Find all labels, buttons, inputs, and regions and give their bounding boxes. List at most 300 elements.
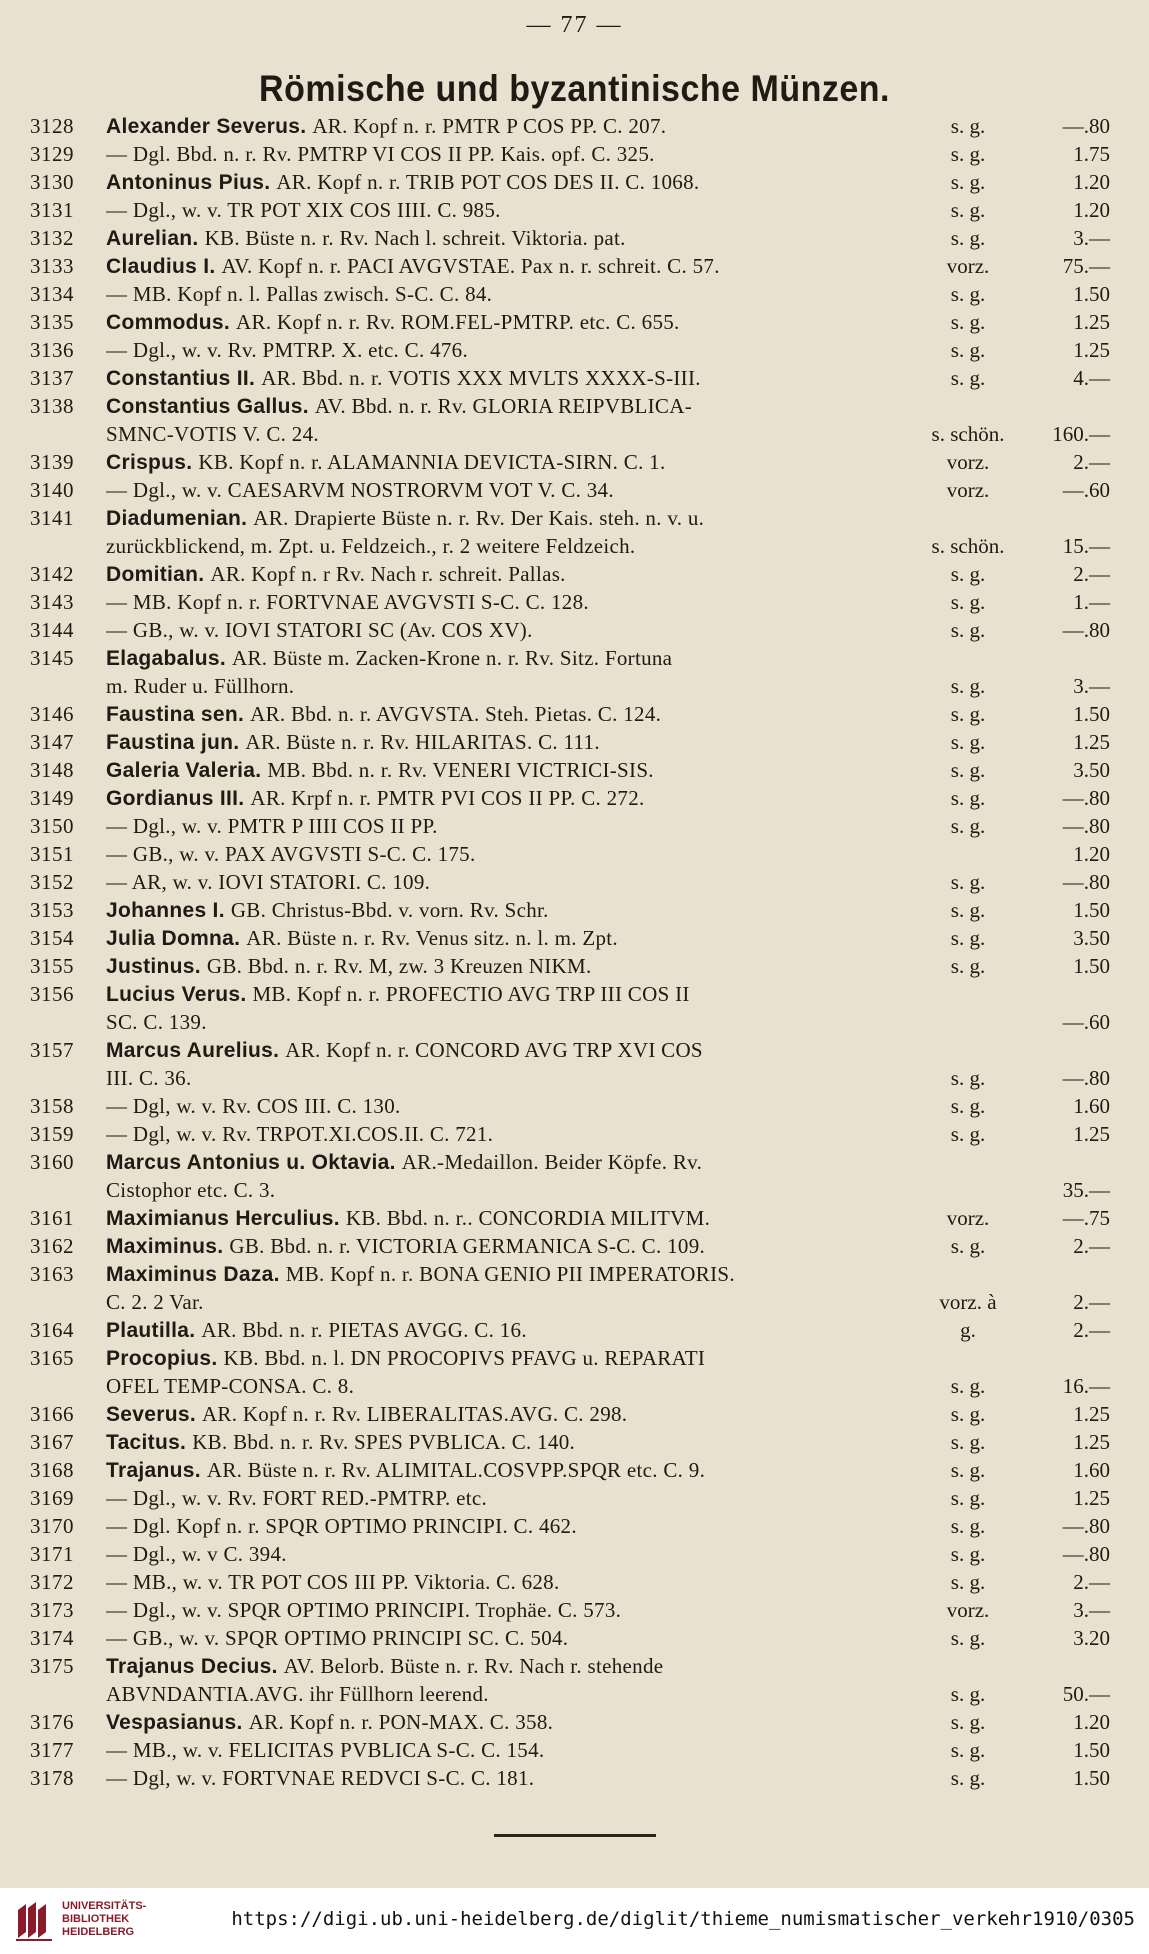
catalog-entry-line	[0, 728, 1149, 756]
price-value: 1.25	[1073, 1486, 1110, 1510]
entry-number: 3155	[30, 954, 74, 978]
catalog-entry-line	[0, 644, 1149, 672]
price-value: 15.—	[1062, 534, 1110, 558]
coin-description: AV. Kopf n. r. PACI AVGVSTAE. Pax n. r. schreit. C. 57.	[221, 254, 720, 278]
condition-grade: s. g.	[950, 618, 986, 642]
coin-description: — Dgl., w. v. SPQR OPTIMO PRINCIPI. Trophäe. C. 573.	[106, 1598, 622, 1622]
price-value: 1.50	[1073, 954, 1110, 978]
catalog-entry-line	[0, 672, 1149, 700]
catalog-entry-line	[0, 476, 1149, 504]
ruler-name: Galeria Valeria.	[106, 759, 262, 782]
coin-description: Cistophor etc. C. 3.	[106, 1178, 276, 1202]
condition-grade: s. g.	[950, 1570, 986, 1594]
ruler-name: Trajanus.	[106, 1459, 201, 1482]
entry-number: 3152	[30, 870, 74, 894]
coin-description: — Dgl. Kopf n. r. SPQR OPTIMO PRINCIPI. C. 462.	[106, 1514, 577, 1538]
entry-number: 3136	[30, 338, 74, 362]
ruler-name: Justinus.	[106, 955, 201, 978]
coin-description: AR. Kopf n. r. TRIB POT COS DES II. C. 1068.	[276, 170, 700, 194]
entry-number: 3156	[30, 982, 74, 1006]
catalog-entry-line	[0, 448, 1149, 476]
entry-number: 3145	[30, 646, 74, 670]
entry-description	[106, 1344, 956, 1373]
entry-number: 3150	[30, 814, 74, 838]
entry-number: 3157	[30, 1038, 74, 1062]
coin-description: III. C. 36.	[106, 1066, 192, 1090]
price-value: —.80	[1062, 1514, 1110, 1538]
entry-description	[106, 644, 956, 673]
entry-description	[106, 1708, 956, 1737]
condition-grade: s. g.	[950, 1682, 986, 1706]
coin-description: AR. Büste m. Zacken-Krone n. r. Rv. Sitz. Fortuna	[232, 646, 673, 670]
catalog-entry-line	[0, 840, 1149, 868]
entry-description	[106, 672, 956, 700]
entry-description	[106, 1232, 956, 1261]
coin-description: AR. Büste n. r. Rv. ALIMITAL.COSVPP.SPQR etc. C. 9.	[206, 1458, 706, 1482]
coin-description: KB. Bbd. n. r.. CONCORDIA MILITVM.	[345, 1206, 711, 1230]
price-value: 1.50	[1073, 1766, 1110, 1790]
coin-description: — Dgl., w. v. Rv. PMTRP. X. etc. C. 476.	[106, 338, 469, 362]
coin-description: AR. Kopf n. r. PON-MAX. C. 358.	[248, 1710, 554, 1734]
catalog-entry-line	[0, 1036, 1149, 1064]
entry-description	[106, 1176, 956, 1204]
entry-description	[106, 980, 956, 1009]
coin-description: AV. Belorb. Büste n. r. Rv. Nach r. stehende	[283, 1654, 664, 1678]
entry-description	[106, 224, 956, 253]
entry-description	[106, 420, 956, 448]
price-value: 2.—	[1073, 450, 1110, 474]
catalog-entry-line	[0, 336, 1149, 364]
condition-grade: s. g.	[950, 1486, 986, 1510]
coin-description: — MB., w. v. FELICITAS PVBLICA S-C. C. 154.	[106, 1738, 545, 1762]
condition-grade: s. g.	[950, 562, 986, 586]
entry-description	[106, 588, 956, 616]
entry-description	[106, 840, 956, 868]
entry-number: 3135	[30, 310, 74, 334]
entry-number: 3142	[30, 562, 74, 586]
price-value: 1.50	[1073, 282, 1110, 306]
entry-number: 3164	[30, 1318, 74, 1342]
catalog-entry-line	[0, 1764, 1149, 1792]
coin-description: AR. Krpf n. r. PMTR PVI COS II PP. C. 272.	[250, 786, 645, 810]
condition-grade: s. g.	[950, 1402, 986, 1426]
price-value: 160.—	[1052, 422, 1110, 446]
coin-description: — Dgl. Bbd. n. r. Rv. PMTRP VI COS II PP. Kais. opf. C. 325.	[106, 142, 655, 166]
catalog-entry-line	[0, 1736, 1149, 1764]
condition-grade: s. g.	[950, 1094, 986, 1118]
entry-description	[106, 1512, 956, 1540]
entry-description	[106, 1148, 956, 1177]
condition-grade: s. g.	[950, 870, 986, 894]
condition-grade: g.	[960, 1318, 976, 1342]
entry-number: 3128	[30, 114, 74, 138]
entry-description	[106, 196, 956, 224]
ruler-name: Marcus Aurelius.	[106, 1039, 280, 1062]
price-value: 50.—	[1062, 1682, 1110, 1706]
ruler-name: Elagabalus.	[106, 647, 227, 670]
catalog-entry-line	[0, 1344, 1149, 1372]
entry-description	[106, 616, 956, 644]
ruler-name: Vespasianus.	[106, 1711, 243, 1734]
catalog-entry-line	[0, 1512, 1149, 1540]
condition-grade: s. g.	[950, 170, 986, 194]
coin-description: GB. Christus-Bbd. v. vorn. Rv. Schr.	[230, 898, 549, 922]
entry-number: 3166	[30, 1402, 74, 1426]
condition-grade: vorz. à	[939, 1290, 997, 1314]
entry-number: 3146	[30, 702, 74, 726]
entry-number: 3139	[30, 450, 74, 474]
condition-grade: s. g.	[950, 142, 986, 166]
price-value: —.80	[1062, 618, 1110, 642]
entry-number: 3176	[30, 1710, 74, 1734]
coin-description: KB. Büste n. r. Rv. Nach l. schreit. Viktoria. pat.	[204, 226, 626, 250]
ruler-name: Plautilla.	[106, 1319, 196, 1342]
coin-description: — GB., w. v. IOVI STATORI SC (Av. COS XV).	[106, 618, 533, 642]
price-value: —.80	[1062, 814, 1110, 838]
entry-description	[106, 1736, 956, 1764]
catalog-entry-line	[0, 1260, 1149, 1288]
catalog-entry-line	[0, 532, 1149, 560]
condition-grade: s. g.	[950, 926, 986, 950]
catalog-entry-line	[0, 1484, 1149, 1512]
coin-description: MB. Kopf n. r. PROFECTIO AVG TRP III COS II	[252, 982, 690, 1006]
entry-number: 3131	[30, 198, 74, 222]
condition-grade: s. g.	[950, 226, 986, 250]
condition-grade: s. g.	[950, 198, 986, 222]
entry-number: 3138	[30, 394, 74, 418]
ruler-name: Maximinus.	[106, 1235, 224, 1258]
catalog-entry-line	[0, 560, 1149, 588]
entry-description	[106, 112, 956, 141]
entry-description	[106, 532, 956, 560]
entry-number: 3170	[30, 1514, 74, 1538]
condition-grade: s. g.	[950, 1738, 986, 1762]
ruler-name: Domitian.	[106, 563, 205, 586]
coin-description: AR. Kopf n. r. PMTR P COS PP. C. 207.	[312, 114, 667, 138]
entry-number: 3148	[30, 758, 74, 782]
condition-grade: vorz.	[946, 450, 990, 474]
ruler-name: Faustina sen.	[106, 703, 245, 726]
coin-description: MB. Kopf n. r. BONA GENIO PII IMPERATORIS.	[285, 1262, 735, 1286]
condition-grade: s. g.	[950, 814, 986, 838]
entry-number: 3134	[30, 282, 74, 306]
entry-description	[106, 364, 956, 393]
coin-description: — Dgl., w. v. CAESARVM NOSTRORVM VOT V. C. 34.	[106, 478, 614, 502]
price-value: 3.—	[1073, 226, 1110, 250]
entry-description	[106, 1316, 956, 1345]
price-value: 1.20	[1073, 170, 1110, 194]
entry-description	[106, 1288, 956, 1316]
catalog-entry-line	[0, 1624, 1149, 1652]
coin-description: AR. Kopf n. r Rv. Nach r. schreit. Pallas.	[210, 562, 566, 586]
entry-number: 3133	[30, 254, 74, 278]
coin-description: AR.-Medaillon. Beider Köpfe. Rv.	[401, 1150, 703, 1174]
catalog-entry-line	[0, 896, 1149, 924]
ruler-name: Constantius II.	[106, 367, 256, 390]
price-value: —.60	[1062, 478, 1110, 502]
coin-description: — Dgl, w. v. Rv. TRPOT.XI.COS.II. C. 721.	[106, 1122, 494, 1146]
entry-number: 3178	[30, 1766, 74, 1790]
coin-description: AV. Bbd. n. r. Rv. GLORIA REIPVBLICA-	[314, 394, 692, 418]
price-value: 3.—	[1073, 674, 1110, 698]
entry-description	[106, 1764, 956, 1792]
entry-number: 3174	[30, 1626, 74, 1650]
catalog-entry-line	[0, 1008, 1149, 1036]
catalog-entry-line	[0, 812, 1149, 840]
entry-description	[106, 1036, 956, 1065]
catalog-entry-line	[0, 756, 1149, 784]
coin-description: KB. Bbd. n. r. Rv. SPES PVBLICA. C. 140.	[192, 1430, 576, 1454]
price-value: 1.25	[1073, 1430, 1110, 1454]
entry-description	[106, 812, 956, 840]
entry-number: 3153	[30, 898, 74, 922]
entry-number: 3162	[30, 1234, 74, 1258]
entry-description	[106, 1652, 956, 1681]
entry-description	[106, 1008, 956, 1036]
ruler-name: Claudius I.	[106, 255, 216, 278]
entry-description	[106, 700, 956, 729]
catalog-entry-line	[0, 1064, 1149, 1092]
entry-list	[0, 112, 1149, 1792]
catalog-entry-line	[0, 1288, 1149, 1316]
price-value: 1.50	[1073, 702, 1110, 726]
coin-description: — Dgl., w. v C. 394.	[106, 1542, 287, 1566]
entry-number: 3143	[30, 590, 74, 614]
entry-description	[106, 1624, 956, 1652]
price-value: —.80	[1062, 786, 1110, 810]
coin-description: AR. Drapierte Büste n. r. Rv. Der Kais. steh. n. v. u.	[253, 506, 705, 530]
coin-description: ABVNDANTIA.AVG. ihr Füllhorn leerend.	[106, 1682, 489, 1706]
condition-grade: s. g.	[950, 1710, 986, 1734]
entry-number: 3177	[30, 1738, 74, 1762]
condition-grade: s. g.	[950, 954, 986, 978]
entry-description	[106, 952, 956, 981]
condition-grade: vorz.	[946, 1598, 990, 1622]
condition-grade: s. g.	[950, 1458, 986, 1482]
ruler-name: Commodus.	[106, 311, 231, 334]
price-value: 1.—	[1073, 590, 1110, 614]
condition-grade: s. g.	[950, 1234, 986, 1258]
coin-description: SMNC-VOTIS V. C. 24.	[106, 422, 319, 446]
price-value: —.80	[1062, 870, 1110, 894]
source-url-link[interactable]: https://digi.ub.uni-heidelberg.de/diglit/thieme_numismatischer_verkehr1910/0305	[231, 1908, 1135, 1930]
price-value: 1.25	[1073, 730, 1110, 754]
catalog-entry-line	[0, 1708, 1149, 1736]
entry-number: 3165	[30, 1346, 74, 1370]
university-library-logo-icon	[12, 1898, 58, 1944]
coin-description: KB. Bbd. n. l. DN PROCOPIVS PFAVG u. REPARATI	[223, 1346, 706, 1370]
coin-description: AR. Kopf n. r. Rv. ROM.FEL-PMTRP. etc. C. 655.	[236, 310, 680, 334]
coin-description: — Dgl., w. v. Rv. FORT RED.-PMTRP. etc.	[106, 1486, 488, 1510]
ruler-name: Crispus.	[106, 451, 193, 474]
entry-number: 3169	[30, 1486, 74, 1510]
price-value: 2.—	[1073, 1234, 1110, 1258]
price-value: 3.50	[1073, 758, 1110, 782]
entry-number: 3167	[30, 1430, 74, 1454]
entry-description	[106, 252, 956, 281]
ruler-name: Aurelian.	[106, 227, 199, 250]
catalog-entry-line	[0, 392, 1149, 420]
entry-number: 3161	[30, 1206, 74, 1230]
entry-description	[106, 896, 956, 925]
entry-description	[106, 784, 956, 813]
condition-grade: s. g.	[950, 310, 986, 334]
coin-description: OFEL TEMP-CONSA. C. 8.	[106, 1374, 355, 1398]
condition-grade: s. g.	[950, 786, 986, 810]
catalog-entry-line	[0, 1092, 1149, 1120]
catalog-entry-line	[0, 1204, 1149, 1232]
entry-description	[106, 1428, 956, 1457]
entry-number: 3168	[30, 1458, 74, 1482]
entry-description	[106, 448, 956, 477]
price-value: 3.—	[1073, 1598, 1110, 1622]
condition-grade: s. g.	[950, 1514, 986, 1538]
ruler-name: Julia Domna.	[106, 927, 241, 950]
price-value: 1.25	[1073, 1122, 1110, 1146]
catalog-entry-line	[0, 868, 1149, 896]
price-value: —.80	[1062, 1066, 1110, 1090]
entry-description	[106, 336, 956, 364]
entry-number: 3141	[30, 506, 74, 530]
price-value: 4.—	[1073, 366, 1110, 390]
coin-description: AR. Kopf n. r. Rv. LIBERALITAS.AVG. C. 298.	[201, 1402, 628, 1426]
condition-grade: s. g.	[950, 702, 986, 726]
entry-number: 3137	[30, 366, 74, 390]
catalog-entry-line	[0, 1176, 1149, 1204]
condition-grade: s. schön.	[931, 422, 1005, 446]
catalog-entry-line	[0, 308, 1149, 336]
entry-number: 3130	[30, 170, 74, 194]
coin-description: AR. Bbd. n. r. AVGVSTA. Steh. Pietas. C. 124.	[250, 702, 662, 726]
coin-description: — Dgl, w. v. FORTVNAE REDVCI S-C. C. 181.	[106, 1766, 535, 1790]
entry-number: 3132	[30, 226, 74, 250]
catalog-entry-line	[0, 1316, 1149, 1344]
catalog-entry-line	[0, 1400, 1149, 1428]
entry-description	[106, 728, 956, 757]
ruler-name: Antoninus Pius.	[106, 171, 271, 194]
entry-description	[106, 1260, 956, 1289]
price-value: 1.20	[1073, 198, 1110, 222]
condition-grade: s. g.	[950, 282, 986, 306]
entry-number: 3175	[30, 1654, 74, 1678]
ruler-name: Maximianus Herculius.	[106, 1207, 340, 1230]
condition-grade: s. g.	[950, 114, 986, 138]
catalog-entry-line	[0, 924, 1149, 952]
entry-description	[106, 1092, 956, 1120]
ruler-name: Diadumenian.	[106, 507, 248, 530]
price-value: 1.60	[1073, 1094, 1110, 1118]
price-value: 35.—	[1062, 1178, 1110, 1202]
entry-description	[106, 1484, 956, 1512]
price-value: 3.20	[1073, 1626, 1110, 1650]
ruler-name: Constantius Gallus.	[106, 395, 309, 418]
condition-grade: s. g.	[950, 1542, 986, 1566]
entry-number: 3171	[30, 1542, 74, 1566]
catalog-entry-line	[0, 1148, 1149, 1176]
entry-description	[106, 1596, 956, 1624]
price-value: 1.60	[1073, 1458, 1110, 1482]
price-value: 2.—	[1073, 1318, 1110, 1342]
condition-grade: s. g.	[950, 1374, 986, 1398]
entry-number: 3154	[30, 926, 74, 950]
page-title: Römische und byzantinische Münzen.	[259, 68, 890, 110]
catalog-entry-line	[0, 1120, 1149, 1148]
catalog-entry-line	[0, 196, 1149, 224]
entry-description	[106, 756, 956, 785]
catalog-entry-line	[0, 952, 1149, 980]
price-value: 1.25	[1073, 338, 1110, 362]
price-value: —.75	[1062, 1206, 1110, 1230]
catalog-entry-line	[0, 700, 1149, 728]
coin-description: AR. Bbd. n. r. VOTIS XXX MVLTS XXXX-S-III.	[261, 366, 701, 390]
entry-number: 3149	[30, 786, 74, 810]
catalog-entry-line	[0, 616, 1149, 644]
price-value: 2.—	[1073, 562, 1110, 586]
entry-number: 3159	[30, 1122, 74, 1146]
entry-description	[106, 1204, 956, 1233]
entry-description	[106, 392, 956, 421]
entry-description	[106, 1372, 956, 1400]
catalog-entry-line	[0, 1568, 1149, 1596]
price-value: 2.—	[1073, 1570, 1110, 1594]
condition-grade: s. g.	[950, 1430, 986, 1454]
coin-description: — GB., w. v. SPQR OPTIMO PRINCIPI SC. C. 504.	[106, 1626, 569, 1650]
catalog-entry-line	[0, 280, 1149, 308]
condition-grade: s. g.	[950, 590, 986, 614]
entry-description	[106, 280, 956, 308]
catalog-entry-line	[0, 1596, 1149, 1624]
condition-grade: s. g.	[950, 758, 986, 782]
ruler-name: Gordianus III.	[106, 787, 245, 810]
entry-number: 3172	[30, 1570, 74, 1594]
catalog-entry-line	[0, 252, 1149, 280]
coin-description: — GB., w. v. PAX AVGVSTI S-C. C. 175.	[106, 842, 476, 866]
entry-description	[106, 1064, 956, 1092]
entry-number: 3163	[30, 1262, 74, 1286]
coin-description: KB. Kopf n. r. ALAMANNIA DEVICTA-SIRN. C. 1.	[198, 450, 666, 474]
coin-description: GB. Bbd. n. r. VICTORIA GERMANICA S-C. C. 109.	[229, 1234, 706, 1258]
coin-description: zurückblickend, m. Zpt. u. Feldzeich., r. 2 weitere Feldzeich.	[106, 534, 636, 558]
entry-description	[106, 1120, 956, 1148]
entry-description	[106, 1456, 956, 1485]
entry-description	[106, 140, 956, 168]
condition-grade: s. g.	[950, 898, 986, 922]
library-name: UNIVERSITÄTS- BIBLIOTHEK HEIDELBERG	[62, 1900, 147, 1938]
price-value: —.80	[1062, 1542, 1110, 1566]
catalog-entry-line	[0, 1232, 1149, 1260]
page-number: — 77 —	[526, 12, 623, 38]
entry-description	[106, 1568, 956, 1596]
ruler-name: Procopius.	[106, 1347, 218, 1370]
ruler-name: Marcus Antonius u. Oktavia.	[106, 1151, 396, 1174]
entry-description	[106, 308, 956, 337]
coin-description: GB. Bbd. n. r. Rv. M, zw. 3 Kreuzen NIKM.	[206, 954, 592, 978]
condition-grade: vorz.	[946, 1206, 990, 1230]
price-value: 3.50	[1073, 926, 1110, 950]
entry-description	[106, 504, 956, 533]
price-value: —.60	[1062, 1010, 1110, 1034]
ruler-name: Johannes I.	[106, 899, 225, 922]
condition-grade: s. g.	[950, 366, 986, 390]
coin-description: — Dgl., w. v. PMTR P IIII COS II PP.	[106, 814, 438, 838]
entry-number: 3144	[30, 618, 74, 642]
coin-description: AR. Büste n. r. Rv. HILARITAS. C. 111.	[245, 730, 600, 754]
entry-number: 3160	[30, 1150, 74, 1174]
ruler-name: Trajanus Decius.	[106, 1655, 278, 1678]
price-value: 2.—	[1073, 1290, 1110, 1314]
viewer-footer	[0, 1888, 1149, 1954]
entry-description	[106, 924, 956, 953]
